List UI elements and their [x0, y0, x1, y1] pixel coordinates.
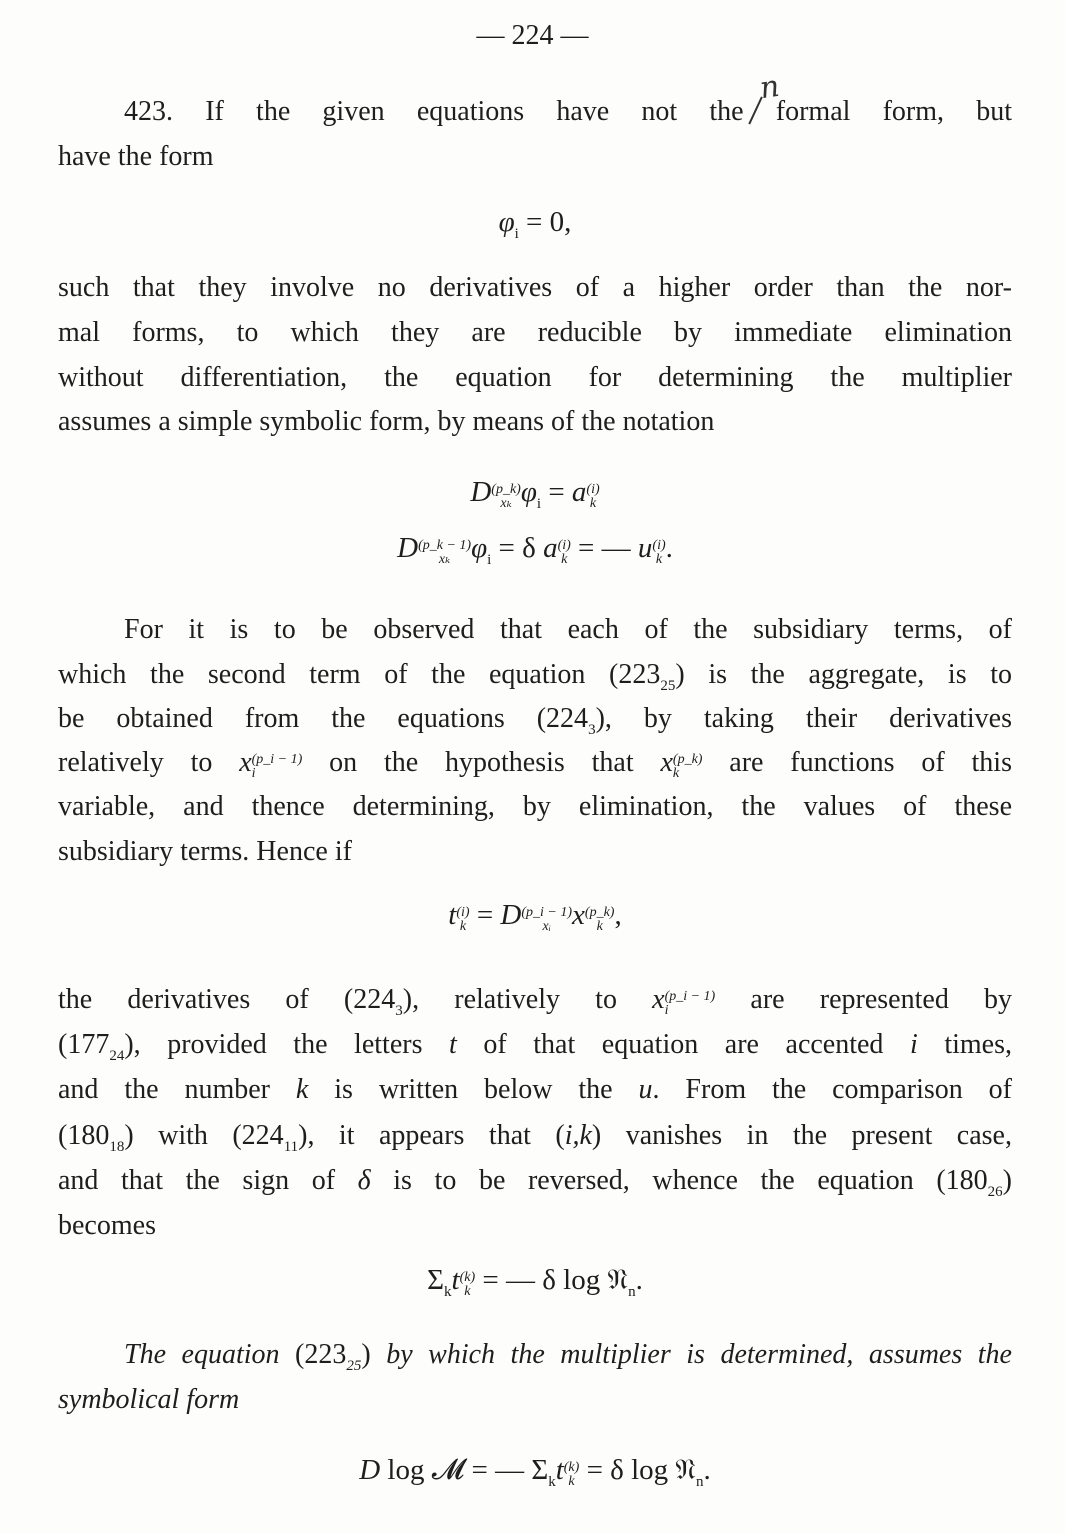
equation [58, 1453, 1012, 1489]
text-segment: 25 [346, 1358, 362, 1374]
text-segment: k [295, 1074, 309, 1105]
text-segment: , [614, 899, 622, 931]
text-segment: and that the sign of [58, 1165, 358, 1196]
sub-superscript [586, 483, 599, 511]
sub-superscript [665, 990, 716, 1018]
text-segment: For it is to be observed that each of the subsidiary terms, of [124, 614, 1012, 645]
text-segment: n [628, 1284, 636, 1300]
text-segment: is to be reversed, whence the equation (180 [370, 1165, 988, 1196]
text-segment: i [910, 1029, 918, 1060]
text-segment: D [500, 899, 522, 931]
subscript: xₖ [438, 552, 451, 567]
sub-superscript [558, 539, 571, 567]
text-line [58, 1119, 1012, 1153]
text-segment: by which the multiplier is determined, assumes the [370, 1339, 1012, 1370]
sub-superscript [456, 906, 469, 934]
text-segment: i,k [564, 1120, 592, 1151]
text-segment: symbolical form [58, 1384, 240, 1415]
equation [58, 898, 1012, 934]
text-line [58, 1073, 1012, 1107]
superscript: (p_i − 1) [664, 989, 716, 1004]
subscript: k [464, 1284, 471, 1299]
text-segment: x [660, 747, 673, 778]
text-segment: 3 [395, 1003, 403, 1019]
text-segment: have the form [58, 141, 214, 172]
text-segment: the derivatives of (224 [58, 984, 396, 1015]
subscript: xᵢ [542, 919, 551, 934]
text-segment: log 𝓜 = — Σ [380, 1454, 549, 1486]
text-segment: of that equation are accented [456, 1029, 910, 1060]
text-segment: ) [1002, 1165, 1012, 1196]
text-segment: a [543, 532, 558, 564]
text-segment: 3 [588, 722, 596, 738]
superscript: (p_i − 1) [521, 905, 573, 920]
text-segment: 24 [109, 1048, 125, 1064]
text-line [58, 1164, 1012, 1198]
text-segment: 423. If the given equations have not the formal form, but [124, 96, 1012, 127]
sub-superscript [673, 753, 703, 781]
text-segment: D [470, 476, 492, 508]
text-line [58, 361, 1012, 395]
text-line [58, 140, 1012, 174]
text-line [58, 1209, 1012, 1243]
superscript: (k) [459, 1270, 476, 1285]
text-segment: (180 [58, 1120, 110, 1151]
text-segment: ) [361, 1339, 371, 1370]
superscript: (i) [652, 538, 666, 553]
equation [58, 205, 1012, 242]
text-segment: without differentiation, the equation for determining the multiplier [58, 362, 1012, 393]
text-segment: ) with (224 [124, 1120, 284, 1151]
superscript: (p_k) [491, 482, 521, 497]
text-segment: mal forms, to which they are reducible by immediate elimination [58, 317, 1012, 348]
text-line [58, 1383, 1012, 1417]
text-line [58, 790, 1012, 824]
text-line [58, 835, 1012, 869]
text-segment: 11 [283, 1139, 299, 1155]
text-segment: φ [498, 206, 515, 238]
text-segment: = — [570, 532, 638, 564]
text-segment: t [555, 1454, 564, 1486]
text-line [58, 1028, 1012, 1062]
text-segment: t [451, 1264, 460, 1296]
text-line [58, 702, 1012, 736]
sub-superscript [521, 906, 572, 934]
text-segment: = δ [491, 532, 544, 564]
text-segment: is written below the [308, 1074, 639, 1105]
text-segment: t [449, 1029, 457, 1060]
text-segment: i [487, 552, 492, 568]
text-segment: be obtained from the equations (224 [58, 703, 589, 734]
text-segment: x [239, 747, 252, 778]
subscript: k [596, 919, 603, 934]
text-line [58, 271, 1012, 305]
text-segment: (177 [58, 1029, 110, 1060]
text-segment: = 0, [518, 206, 572, 238]
sub-superscript [418, 539, 471, 567]
subscript: i [251, 766, 256, 781]
text-line [58, 405, 1012, 439]
superscript: (i) [456, 905, 470, 920]
text-segment: ), relatively to [402, 984, 653, 1015]
text-segment: relatively to [58, 747, 240, 778]
text-line [124, 95, 1012, 129]
text-segment: . [665, 532, 673, 564]
text-segment: ), provided the letters [124, 1029, 450, 1060]
text-segment: ), it appears that ( [298, 1120, 565, 1151]
text-line [58, 658, 1012, 692]
sub-superscript [585, 906, 615, 934]
text-segment: D [397, 532, 419, 564]
subscript: k [655, 552, 663, 567]
subscript: k [589, 496, 597, 511]
text-segment: t [448, 899, 457, 931]
text-line [124, 613, 1012, 647]
page-number: — 224 — [476, 20, 589, 51]
text-segment: which the second term of the equation (223 [58, 659, 661, 690]
text-segment: i [514, 226, 519, 242]
text-segment: 26 [987, 1184, 1003, 1200]
text-segment: = — δ log 𝔑 [475, 1264, 629, 1296]
text-segment: . From the comparison of [652, 1074, 1012, 1105]
subscript: xₖ [500, 496, 512, 511]
text-line [58, 983, 1012, 1018]
text-segment: 25 [660, 678, 676, 694]
superscript: (p_k) [584, 905, 615, 920]
equation [58, 1263, 1012, 1299]
text-segment: such that they involve no derivatives of a higher order than the nor- [58, 272, 1012, 303]
text-segment: u [637, 532, 653, 564]
text-segment: = δ log 𝔑 [579, 1454, 697, 1486]
text-segment: δ [357, 1165, 371, 1196]
text-segment: = [541, 476, 572, 508]
text-segment: = [469, 899, 501, 931]
superscript: (i) [586, 482, 600, 497]
sub-superscript [252, 753, 303, 781]
text-segment: times, [917, 1029, 1013, 1060]
text-segment: . [635, 1264, 643, 1296]
text-segment: Σ [427, 1264, 445, 1296]
text-line [58, 746, 1012, 781]
text-segment: subsidiary terms. Hence if [58, 836, 352, 867]
text-segment: becomes [58, 1210, 156, 1241]
equation [58, 531, 1012, 567]
superscript: (p_k) [672, 752, 703, 767]
sub-superscript [652, 539, 665, 567]
text-segment: and the number [58, 1074, 296, 1105]
sub-superscript [491, 483, 521, 511]
superscript: (k) [563, 1460, 580, 1475]
subscript: k [568, 1474, 575, 1489]
equation [58, 475, 1012, 511]
sub-superscript [564, 1461, 580, 1489]
subscript: k [459, 919, 467, 934]
text-segment: are represented by [715, 984, 1012, 1015]
text-line [124, 1338, 1012, 1372]
text-segment: u [638, 1074, 653, 1105]
text-segment: φ [520, 476, 537, 508]
superscript: (p_i − 1) [251, 752, 303, 767]
subscript: i [664, 1003, 669, 1018]
text-segment: ), by taking their derivatives [595, 703, 1012, 734]
text-segment: The equation [124, 1339, 296, 1370]
text-segment: are functions of this [702, 747, 1012, 778]
text-segment: on the hypothesis that [302, 747, 661, 778]
text-segment: D [359, 1454, 381, 1486]
text-segment: φ [471, 532, 488, 564]
text-segment: . [703, 1454, 711, 1486]
text-segment: (223 [295, 1339, 347, 1370]
text-line [58, 316, 1012, 350]
text-segment: 18 [109, 1139, 125, 1155]
text-segment: ) vanishes in the present case, [591, 1120, 1012, 1151]
text-segment: a [571, 476, 587, 508]
handwritten-annotation: n [757, 68, 782, 107]
text-segment: x [572, 899, 585, 931]
text-segment: n [696, 1474, 704, 1490]
text-segment: k [444, 1284, 452, 1300]
text-segment: x [652, 984, 665, 1015]
superscript: (i) [557, 538, 571, 553]
sub-superscript [460, 1271, 476, 1299]
text-segment: assumes a simple symbolic form, by means of the notation [58, 406, 715, 437]
text-segment: variable, and thence determining, by elimination, the values of these [58, 791, 1012, 822]
subscript: k [561, 552, 568, 567]
subscript: k [672, 766, 680, 781]
text-segment: ) is the aggregate, is to [675, 659, 1012, 690]
text-segment: i [536, 496, 542, 512]
superscript: (p_k − 1) [418, 538, 472, 553]
text-segment: k [548, 1474, 556, 1490]
